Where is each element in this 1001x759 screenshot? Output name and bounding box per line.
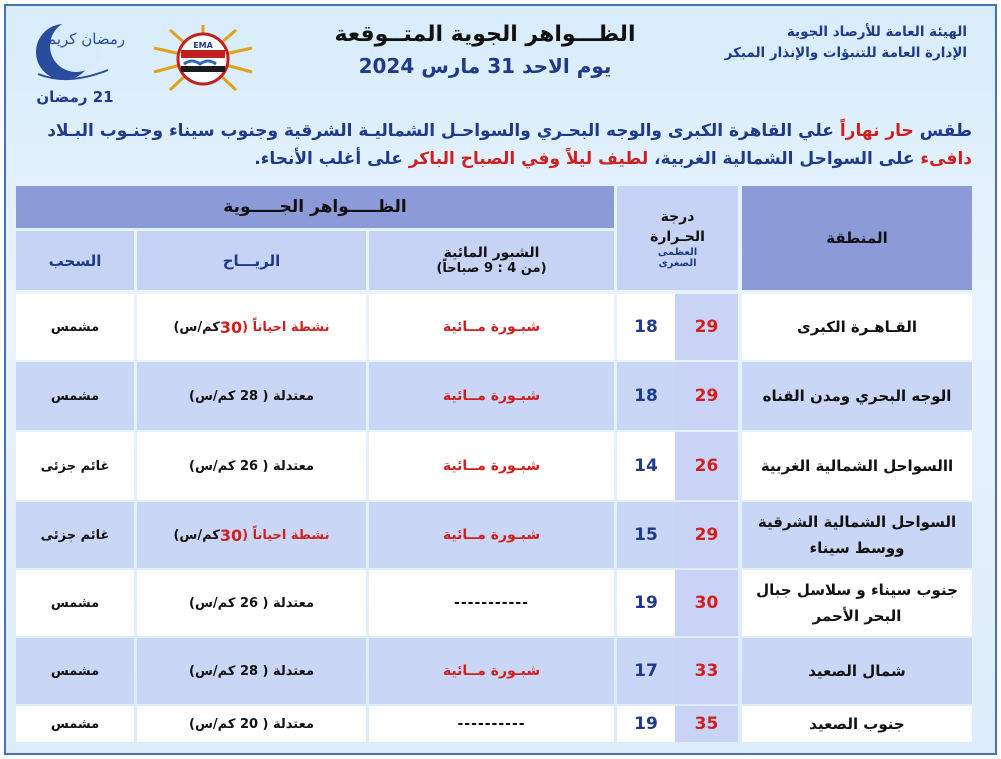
region-name: جنوب الصعيد xyxy=(809,715,905,733)
max-temp-cell: 29 xyxy=(675,362,738,430)
min-temp-cell: 18 xyxy=(617,362,675,430)
page-title: الظـــواهر الجوية المتــوقعة xyxy=(334,22,636,47)
header-region-label: المنطقة xyxy=(826,229,888,247)
region-name: جنوب سيناء و سلاسل جبال البحر الأحمر xyxy=(756,581,958,625)
clouds-cell: غائم جزئى xyxy=(16,502,134,568)
ema-logo xyxy=(150,24,256,94)
header-wind-label: الريـــاح xyxy=(222,251,281,270)
region-cell xyxy=(742,362,972,430)
header-mist-time: (من 4 : 9 صباحاً) xyxy=(436,261,547,276)
max-temp-cell: 26 xyxy=(675,432,738,500)
clouds-cell: غائم جزئى xyxy=(16,432,134,500)
max-temp-cell: 29 xyxy=(675,502,738,568)
authority-header xyxy=(687,22,967,64)
summary-hot-day: حار نهاراً xyxy=(839,121,914,141)
mist-cell: شبـورة مــائية xyxy=(369,362,614,430)
summary-part-1: طقس xyxy=(919,121,972,141)
authority-department: الإدارة العامة للتنبؤات والإنذار المبكر xyxy=(724,45,967,61)
header-mist-label: الشبور المائية xyxy=(443,245,540,261)
forecast-date: يوم الاحد 31 مارس 2024 xyxy=(358,54,612,78)
max-temp-cell: 35 xyxy=(675,706,738,742)
max-temp-cell: 30 xyxy=(675,570,738,636)
clouds-cell: مشمس xyxy=(16,294,134,360)
header-temperature xyxy=(617,186,738,290)
header-wind xyxy=(137,231,366,290)
wind-unit: كم/س) xyxy=(173,527,220,543)
region-name: االسواحل الشمالية الغربية xyxy=(760,457,954,475)
region-cell xyxy=(742,502,972,568)
mist-cell: شبـورة مــائية xyxy=(369,638,614,704)
wind-cell xyxy=(137,432,366,500)
wind-text: معتدلة ( 28 كم/س) xyxy=(189,388,314,404)
region-cell xyxy=(742,294,972,360)
wind-cell xyxy=(137,706,366,742)
min-temp-cell: 18 xyxy=(617,294,675,360)
header-clouds-label: السحب xyxy=(48,251,102,270)
mist-cell: شبـورة مــائية xyxy=(369,294,614,360)
min-temp-cell: 19 xyxy=(617,706,675,742)
max-temp-cell: 33 xyxy=(675,638,738,704)
header-phenomena-label: الظـــــواهر الجـــــوية xyxy=(223,197,407,217)
header-phenomena xyxy=(16,186,614,228)
region-cell xyxy=(742,706,972,742)
region-name: القـاهـرة الكبرى xyxy=(797,318,917,336)
clouds-cell: مشمس xyxy=(16,362,134,430)
wind-text: معتدلة ( 28 كم/س) xyxy=(189,663,314,679)
wind-cell xyxy=(137,362,366,430)
ramadan-logo-text: رمضان كريم xyxy=(46,30,124,48)
header-clouds xyxy=(16,231,134,290)
header-temp-label: درجة الحـرارة xyxy=(650,209,705,245)
summary-part-6: على أغلب الأنحاء. xyxy=(254,149,403,169)
wind-cell xyxy=(137,638,366,704)
clouds-cell: مشمس xyxy=(16,706,134,742)
min-temp-cell: 19 xyxy=(617,570,675,636)
wind-text: معتدلة ( 20 كم/س) xyxy=(189,716,314,732)
mist-cell: ----------- xyxy=(369,570,614,636)
region-name: الوجه البحري ومدن القناه xyxy=(762,387,952,405)
mist-cell: شبـورة مــائية xyxy=(369,502,614,568)
min-temp-cell: 15 xyxy=(617,502,675,568)
mist-cell: شبـورة مــائية xyxy=(369,432,614,500)
wind-text: نشطة احياناً ( xyxy=(242,319,330,335)
region-cell xyxy=(742,638,972,704)
hijri-date: 21 رمضان xyxy=(36,88,114,106)
region-cell xyxy=(742,432,972,500)
wind-cell xyxy=(137,294,366,360)
clouds-cell: مشمس xyxy=(16,638,134,704)
wind-text: معتدلة ( 26 كم/س) xyxy=(189,595,314,611)
summary-mild-night: لطيف ليلاً وفي الصباح الباكر xyxy=(408,149,649,169)
summary-warm: دافىء xyxy=(920,149,972,169)
wind-speed: 30 xyxy=(219,525,243,545)
wind-unit: كم/س) xyxy=(173,319,220,335)
summary-part-2: علي القاهرة الكبرى والوجه البحـري والسواحـل الشماليـة الشرقية وجنوب سيناء وجنـوب البـلاد xyxy=(47,121,834,141)
region-name: السواحل الشمالية الشرقية ووسط سيناء xyxy=(757,513,957,557)
min-temp-cell: 17 xyxy=(617,638,675,704)
min-temp-cell: 14 xyxy=(617,432,675,500)
region-cell xyxy=(742,570,972,636)
wind-text: معتدلة ( 26 كم/س) xyxy=(189,458,314,474)
forecast-table xyxy=(16,186,972,742)
wind-cell xyxy=(137,570,366,636)
header-region xyxy=(742,186,972,290)
summary-part-4: على السواحل الشمالية الغربية، xyxy=(654,149,915,169)
bulletin-title-block xyxy=(305,20,665,82)
header-temp-max: العظمى xyxy=(657,247,698,258)
wind-speed: 30 xyxy=(219,317,243,337)
mist-cell: ---------- xyxy=(369,706,614,742)
header-temp-min: الصغرى xyxy=(658,258,697,269)
region-name: شمال الصعيد xyxy=(808,662,906,680)
ema-logo-text: EMA xyxy=(193,41,213,50)
weather-summary xyxy=(24,117,972,173)
max-temp-cell: 29 xyxy=(675,294,738,360)
ramadan-crescent-logo xyxy=(24,14,124,86)
clouds-cell: مشمس xyxy=(16,570,134,636)
wind-text: نشطة احياناً ( xyxy=(242,527,330,543)
wind-cell xyxy=(137,502,366,568)
header-mist xyxy=(369,231,614,290)
authority-name: الهيئة العامة للأرصاد الجوية xyxy=(786,24,967,40)
